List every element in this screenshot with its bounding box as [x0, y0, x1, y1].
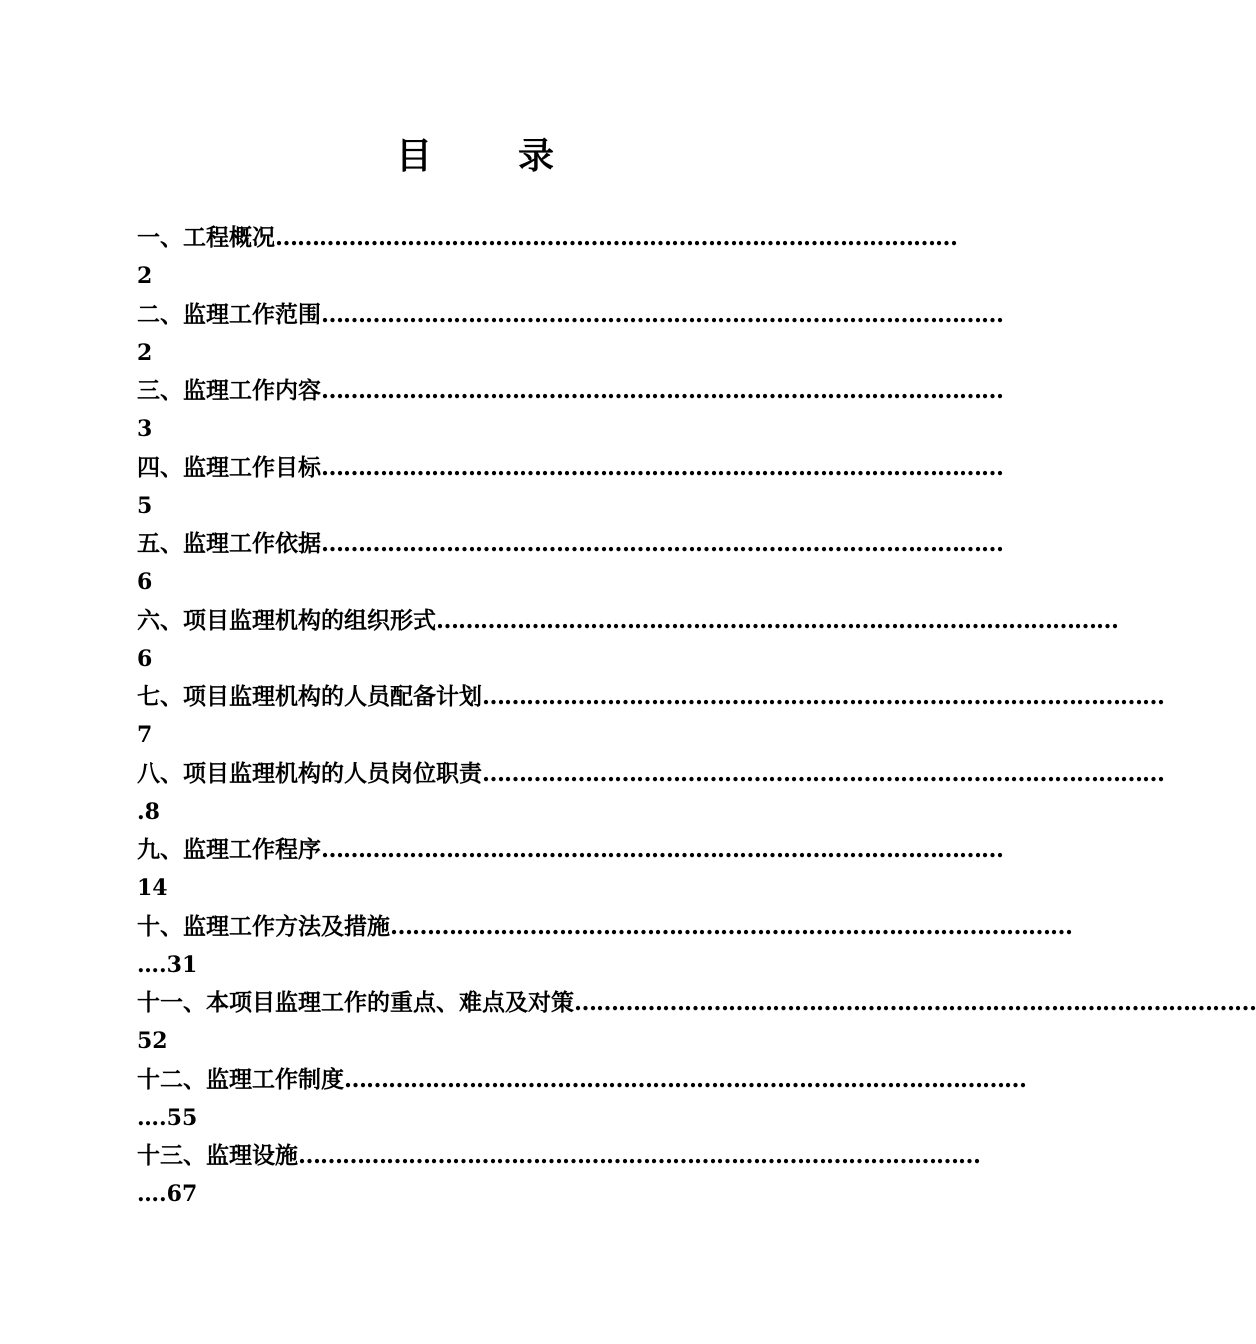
- toc-leader-dots: …………………………………………………………………………………: [482, 683, 1164, 710]
- toc-entry[interactable]: [137, 371, 1003, 448]
- toc-entry-label: 十一、本项目监理工作的重点、难点及对策: [137, 989, 574, 1016]
- toc-entry-label: 十二、监理工作制度: [137, 1065, 344, 1093]
- toc-leader-dots: …………………………………………………………………………………: [321, 453, 1003, 481]
- toc-entry-label: 五、监理工作依据: [137, 530, 321, 557]
- toc-entry[interactable]: [137, 1136, 980, 1213]
- toc-leader-dots: …………………………………………………………………………………: [321, 377, 1003, 404]
- toc-entry-page: 6: [137, 569, 153, 595]
- toc-leader-dots: …………………………………………………………………………………: [482, 759, 1164, 787]
- toc-title: [0, 128, 950, 184]
- toc-entry-label: 二、监理工作范围: [137, 300, 321, 328]
- table-of-contents: [137, 218, 1256, 1213]
- toc-entry-label: 四、监理工作目标: [137, 453, 321, 481]
- toc-entry[interactable]: [137, 524, 1003, 601]
- toc-entry-label: 十三、监理设施: [137, 1142, 298, 1169]
- toc-entry-label: 六、项目监理机构的组织形式: [137, 606, 436, 634]
- toc-entry-label: 八、项目监理机构的人员岗位职责: [137, 759, 482, 787]
- toc-entry-label: 七、项目监理机构的人员配备计划: [137, 683, 482, 710]
- toc-entry-label: 一、工程概况: [137, 224, 275, 251]
- toc-entry-page: ….67: [137, 1181, 198, 1207]
- toc-leader-dots: …………………………………………………………………………………: [574, 989, 1256, 1016]
- toc-title-char-2: 录: [518, 135, 555, 177]
- toc-entry[interactable]: [137, 448, 1003, 525]
- toc-leader-dots: …………………………………………………………………………………: [298, 1142, 980, 1169]
- toc-leader-dots: …………………………………………………………………………………: [321, 530, 1003, 557]
- toc-entry-page: 3: [137, 416, 153, 442]
- toc-entry[interactable]: [137, 983, 1256, 1060]
- toc-entry-page: .8: [137, 798, 160, 825]
- toc-entry-page: 2: [137, 339, 153, 366]
- toc-entry-label: 九、监理工作程序: [137, 836, 321, 863]
- toc-entry-page: ….31: [137, 951, 198, 978]
- toc-entry-page: 5: [137, 492, 153, 519]
- toc-entry[interactable]: [137, 830, 1003, 907]
- toc-entry[interactable]: [137, 218, 957, 295]
- toc-leader-dots: …………………………………………………………………………………: [275, 224, 957, 251]
- toc-entry[interactable]: [137, 754, 1164, 831]
- toc-leader-dots: …………………………………………………………………………………: [321, 300, 1003, 328]
- toc-entry-page: 2: [137, 263, 153, 289]
- toc-entry[interactable]: [137, 295, 1003, 372]
- toc-entry-page: 52: [137, 1028, 168, 1054]
- toc-entry-page: 7: [137, 722, 153, 748]
- toc-entry-page: ….55: [137, 1104, 198, 1131]
- toc-leader-dots: …………………………………………………………………………………: [321, 836, 1003, 863]
- toc-leader-dots: …………………………………………………………………………………: [436, 606, 1118, 634]
- toc-entry-page: 6: [137, 645, 153, 672]
- toc-entry-label: 十、监理工作方法及措施: [137, 912, 390, 940]
- toc-entry-label: 三、监理工作内容: [137, 377, 321, 404]
- toc-leader-dots: …………………………………………………………………………………: [390, 912, 1072, 940]
- toc-leader-dots: …………………………………………………………………………………: [344, 1065, 1026, 1093]
- toc-entry[interactable]: [137, 907, 1072, 984]
- toc-title-char-1: 目: [395, 135, 432, 177]
- toc-entry[interactable]: [137, 677, 1164, 754]
- toc-entry[interactable]: [137, 1060, 1026, 1137]
- toc-entry-page: 14: [137, 875, 168, 901]
- toc-entry[interactable]: [137, 601, 1118, 678]
